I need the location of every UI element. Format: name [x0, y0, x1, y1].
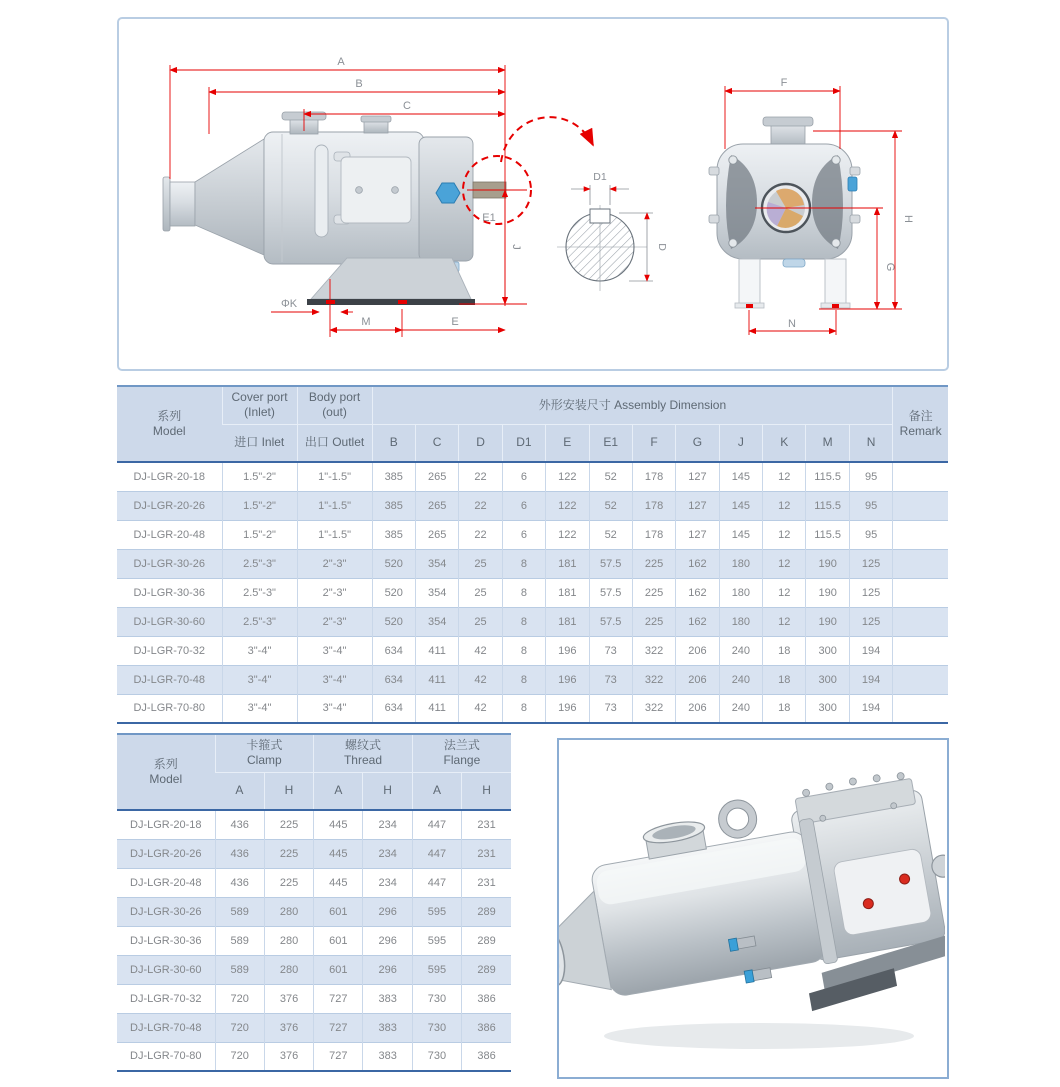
table-row [117, 897, 511, 926]
dimension-cell: 206 [676, 665, 719, 694]
pump-front-view [709, 117, 860, 308]
dimension-cell: 322 [632, 636, 675, 665]
product-photo-panel [557, 738, 949, 1079]
inlet-cell: 3"-4" [222, 665, 297, 694]
table-row [117, 1013, 511, 1042]
sub-col-header: H [363, 772, 412, 810]
table-row [117, 607, 948, 636]
dimension-cell: 206 [676, 694, 719, 723]
dimension-cell: 162 [676, 607, 719, 636]
dimension-cell: 194 [849, 636, 893, 665]
model-cell: DJ-LGR-30-60 [130, 963, 202, 976]
dim-col-header: D1 [502, 424, 545, 462]
dimension-cell: 115.5 [806, 520, 849, 549]
table-row [117, 839, 511, 868]
value-cell: 720 [215, 1013, 264, 1042]
inlet-cell: 2.5"-3" [222, 549, 297, 578]
dimension-cell: 190 [806, 549, 849, 578]
dim-label-f: F [780, 77, 788, 89]
value-cell: 376 [264, 1013, 313, 1042]
dim-label-b: B [355, 78, 363, 90]
dimension-cell: 73 [589, 636, 632, 665]
group-label-zh: 法兰式 [443, 738, 480, 753]
dimension-cell: 122 [546, 462, 589, 491]
dim-label-e: E [451, 316, 459, 328]
dimension-cell: 634 [372, 665, 415, 694]
dimension-cell: 411 [415, 694, 458, 723]
remark-cell [893, 578, 948, 607]
value-cell: 383 [363, 1042, 412, 1071]
dimension-cell: 385 [372, 520, 415, 549]
connection-group-header [412, 734, 511, 772]
dimension-cell: 18 [763, 694, 806, 723]
dimension-cell: 300 [806, 665, 849, 694]
model-cell: DJ-LGR-70-48 [133, 673, 206, 686]
dimension-cell: 73 [589, 665, 632, 694]
dim-col-header: C [415, 424, 458, 462]
dimension-cell: 206 [676, 636, 719, 665]
value-cell: 280 [264, 897, 313, 926]
dimension-cell: 42 [459, 694, 502, 723]
model-cell: DJ-LGR-70-80 [130, 1050, 202, 1063]
dimension-cell: 8 [502, 578, 545, 607]
outlet-cell: 2"-3" [297, 578, 372, 607]
inlet-cell: 2.5"-3" [222, 578, 297, 607]
dimension-cell: 240 [719, 636, 762, 665]
table-row [117, 984, 511, 1013]
table-row [117, 636, 948, 665]
dimension-cell: 42 [459, 636, 502, 665]
table-row [117, 810, 511, 839]
value-cell: 589 [215, 897, 264, 926]
dimension-cell: 225 [632, 607, 675, 636]
dimension-cell: 178 [632, 520, 675, 549]
group-label-en: Flange [443, 753, 481, 768]
dimension-cell: 354 [415, 578, 458, 607]
value-cell: 386 [462, 1013, 511, 1042]
table-row [117, 1042, 511, 1071]
value-cell: 447 [412, 839, 461, 868]
sub-col-header: A [314, 772, 363, 810]
table-row [117, 926, 511, 955]
dimension-cell: 95 [849, 462, 893, 491]
value-cell: 730 [412, 1042, 461, 1071]
assembly-table-header [117, 386, 948, 462]
dimension-cell: 634 [372, 636, 415, 665]
dimension-cell: 225 [632, 578, 675, 607]
dimension-cell: 18 [763, 665, 806, 694]
dimension-cell: 240 [719, 665, 762, 694]
model-cell: DJ-LGR-30-36 [133, 586, 206, 599]
inlet-subheader: 进口 Inlet [222, 424, 297, 462]
dimension-cell: 57.5 [589, 578, 632, 607]
dimension-cell: 178 [632, 462, 675, 491]
value-cell: 386 [462, 1042, 511, 1071]
dimension-cell: 190 [806, 578, 849, 607]
connection-table-header [117, 734, 511, 810]
dimension-cell: 127 [676, 520, 719, 549]
dimension-cell: 162 [676, 578, 719, 607]
outlet-cell: 1"-1.5" [297, 491, 372, 520]
dim-label-m: M [361, 316, 371, 328]
value-cell: 436 [215, 839, 264, 868]
sub-col-header: A [412, 772, 461, 810]
dim-col-header: E1 [589, 424, 632, 462]
dimension-cell: 411 [415, 636, 458, 665]
dimension-cell: 125 [849, 607, 893, 636]
value-cell: 436 [215, 868, 264, 897]
dimension-cell: 57.5 [589, 607, 632, 636]
remark-column-header: 备注 Remark [893, 386, 948, 462]
value-cell: 727 [314, 984, 363, 1013]
table-row [117, 578, 948, 607]
dimension-cell: 6 [502, 462, 545, 491]
dimension-cell: 520 [372, 607, 415, 636]
dim-col-header: B [372, 424, 415, 462]
model-column-header: 系列 Model [117, 734, 215, 810]
dimension-cell: 162 [676, 549, 719, 578]
twin-screw-pump-photo [559, 740, 945, 1075]
dimension-cell: 73 [589, 694, 632, 723]
value-cell: 289 [462, 926, 511, 955]
dim-label-a: A [337, 56, 345, 68]
outlet-cell: 3"-4" [297, 665, 372, 694]
value-cell: 289 [462, 955, 511, 984]
remark-cell [893, 694, 948, 723]
sub-col-header: H [264, 772, 313, 810]
value-cell: 589 [215, 955, 264, 984]
table-row [117, 549, 948, 578]
dimension-cell: 115.5 [806, 462, 849, 491]
value-cell: 296 [363, 897, 412, 926]
connection-groups-row [117, 734, 511, 772]
dimension-cell: 520 [372, 549, 415, 578]
dimension-cell: 8 [502, 549, 545, 578]
remark-cell [893, 520, 948, 549]
cover-port-header: Cover port (Inlet) [222, 386, 297, 424]
dimension-cell: 95 [849, 491, 893, 520]
model-cell: DJ-LGR-70-32 [133, 644, 206, 657]
outlet-cell: 3"-4" [297, 694, 372, 723]
dim-label-k: ΦK [280, 298, 298, 310]
dimension-cell: 25 [459, 607, 502, 636]
dimension-cell: 181 [546, 607, 589, 636]
dimension-cell: 385 [372, 491, 415, 520]
remark-cell [893, 636, 948, 665]
outlet-cell: 3"-4" [297, 636, 372, 665]
dimension-cell: 57.5 [589, 549, 632, 578]
model-cell: DJ-LGR-20-48 [130, 876, 202, 889]
connection-table-body [117, 810, 511, 1071]
dimension-cell: 265 [415, 520, 458, 549]
dimension-cell: 52 [589, 462, 632, 491]
dimension-cell: 322 [632, 665, 675, 694]
dim-col-header: G [676, 424, 719, 462]
dim-label-n: N [788, 318, 796, 330]
dimension-cell: 8 [502, 665, 545, 694]
value-cell: 231 [462, 868, 511, 897]
dimension-cell: 22 [459, 491, 502, 520]
table-row [117, 491, 948, 520]
inlet-cell: 1.5"-2" [222, 491, 297, 520]
table-row [117, 694, 948, 723]
value-cell: 383 [363, 984, 412, 1013]
dim-col-header: K [763, 424, 806, 462]
dim-label-c: C [403, 100, 411, 112]
dimension-cell: 194 [849, 694, 893, 723]
value-cell: 447 [412, 810, 461, 839]
outlet-cell: 2"-3" [297, 607, 372, 636]
outlet-cell: 1"-1.5" [297, 520, 372, 549]
dimension-cell: 42 [459, 665, 502, 694]
connection-type-table [117, 733, 511, 1072]
value-cell: 234 [363, 810, 412, 839]
dimension-cell: 240 [719, 694, 762, 723]
dimension-cell: 194 [849, 665, 893, 694]
value-cell: 296 [363, 955, 412, 984]
sub-col-header: A [215, 772, 264, 810]
model-cell: DJ-LGR-30-26 [130, 905, 202, 918]
outlet-cell: 1"-1.5" [297, 462, 372, 491]
dimension-cell: 22 [459, 462, 502, 491]
value-cell: 225 [264, 839, 313, 868]
value-cell: 589 [215, 926, 264, 955]
dimension-cell: 122 [546, 491, 589, 520]
dimension-cell: 634 [372, 694, 415, 723]
dimension-cell: 265 [415, 462, 458, 491]
model-cell: DJ-LGR-30-36 [130, 934, 202, 947]
dimension-cell: 12 [763, 462, 806, 491]
dimension-cell: 12 [763, 607, 806, 636]
remark-cell [893, 665, 948, 694]
dimension-cell: 22 [459, 520, 502, 549]
value-cell: 225 [264, 810, 313, 839]
value-cell: 595 [412, 897, 461, 926]
dimension-cell: 25 [459, 549, 502, 578]
dimension-cell: 6 [502, 520, 545, 549]
dimension-cell: 115.5 [806, 491, 849, 520]
value-cell: 447 [412, 868, 461, 897]
dimension-cell: 520 [372, 578, 415, 607]
value-cell: 595 [412, 955, 461, 984]
inlet-cell: 1.5"-2" [222, 520, 297, 549]
dimension-cell: 354 [415, 607, 458, 636]
dim-label-d1: D1 [593, 171, 607, 183]
dim-label-e1: E1 [482, 212, 496, 224]
technical-drawing-panel [117, 17, 949, 371]
model-cell: DJ-LGR-70-48 [130, 1021, 202, 1034]
dim-col-header: N [849, 424, 893, 462]
sub-col-header: H [462, 772, 511, 810]
group-label-zh: 卡箍式 [246, 738, 283, 753]
table-row [117, 462, 948, 491]
dimension-cell: 12 [763, 549, 806, 578]
model-cell: DJ-LGR-20-26 [130, 847, 202, 860]
dim-label-d: D [656, 243, 668, 251]
dimension-cell: 8 [502, 607, 545, 636]
dimension-cell: 127 [676, 462, 719, 491]
dimension-cell: 127 [676, 491, 719, 520]
value-cell: 601 [314, 926, 363, 955]
model-cell: DJ-LGR-70-80 [133, 702, 206, 715]
dimension-cell: 8 [502, 636, 545, 665]
value-cell: 280 [264, 955, 313, 984]
value-cell: 383 [363, 1013, 412, 1042]
dim-label-h: H [902, 215, 914, 223]
dimension-cell: 180 [719, 549, 762, 578]
model-column-header: 系列 Model [117, 386, 222, 462]
remark-cell [893, 462, 948, 491]
dimension-cell: 122 [546, 520, 589, 549]
dimension-cell: 6 [502, 491, 545, 520]
dim-col-header: D [459, 424, 502, 462]
dimension-cell: 12 [763, 491, 806, 520]
outlet-cell: 2"-3" [297, 549, 372, 578]
remark-cell [893, 491, 948, 520]
dimension-cell: 52 [589, 520, 632, 549]
value-cell: 601 [314, 897, 363, 926]
dimension-cell: 300 [806, 636, 849, 665]
red-dashed-callout [463, 117, 593, 224]
group-label-zh: 螺纹式 [344, 738, 381, 753]
dimension-cell: 385 [372, 462, 415, 491]
value-cell: 445 [314, 868, 363, 897]
value-cell: 595 [412, 926, 461, 955]
dimension-cell: 196 [546, 694, 589, 723]
model-cell: DJ-LGR-20-18 [130, 818, 202, 831]
pump-side-view [163, 112, 506, 305]
dimension-cell: 180 [719, 607, 762, 636]
dimension-cell: 145 [719, 462, 762, 491]
value-cell: 289 [462, 897, 511, 926]
dim-col-header: M [806, 424, 849, 462]
dimension-cell: 181 [546, 578, 589, 607]
dimension-cell: 178 [632, 491, 675, 520]
remark-cell [893, 549, 948, 578]
value-cell: 376 [264, 1042, 313, 1071]
dimension-cell: 265 [415, 491, 458, 520]
value-cell: 234 [363, 868, 412, 897]
dimension-cell: 354 [415, 549, 458, 578]
dimension-cell: 95 [849, 520, 893, 549]
dimension-cell: 225 [632, 549, 675, 578]
value-cell: 436 [215, 810, 264, 839]
model-cell: DJ-LGR-20-18 [133, 470, 206, 483]
value-cell: 386 [462, 984, 511, 1013]
assembly-dimension-table [117, 385, 948, 724]
inlet-cell: 1.5"-2" [222, 462, 297, 491]
value-cell: 727 [314, 1042, 363, 1071]
value-cell: 280 [264, 926, 313, 955]
connection-group-header [215, 734, 314, 772]
dimension-cell: 411 [415, 665, 458, 694]
dimension-cell: 8 [502, 694, 545, 723]
dimension-cell: 125 [849, 549, 893, 578]
dimension-cell: 12 [763, 520, 806, 549]
inlet-cell: 3"-4" [222, 636, 297, 665]
dimension-cell: 18 [763, 636, 806, 665]
table-row [117, 868, 511, 897]
value-cell: 445 [314, 810, 363, 839]
value-cell: 376 [264, 984, 313, 1013]
value-cell: 225 [264, 868, 313, 897]
value-cell: 231 [462, 810, 511, 839]
body-port-header: Body port (out) [297, 386, 372, 424]
dim-col-header: F [632, 424, 675, 462]
value-cell: 720 [215, 984, 264, 1013]
remark-cell [893, 607, 948, 636]
connection-group-header [314, 734, 413, 772]
dimension-table-body [117, 462, 948, 723]
table-row [117, 520, 948, 549]
dimension-cell: 196 [546, 665, 589, 694]
pump-dimension-diagram [119, 19, 947, 369]
dimension-cell: 181 [546, 549, 589, 578]
shaft-detail-view [557, 171, 668, 291]
table-row [117, 955, 511, 984]
dimension-cell: 322 [632, 694, 675, 723]
group-label-en: Clamp [247, 753, 282, 768]
value-cell: 727 [314, 1013, 363, 1042]
dimension-cell: 190 [806, 607, 849, 636]
value-cell: 234 [363, 839, 412, 868]
dim-label-g: G [884, 262, 896, 272]
dimension-cell: 52 [589, 491, 632, 520]
dimension-cell: 145 [719, 491, 762, 520]
dimension-cell: 25 [459, 578, 502, 607]
assembly-dimension-header: 外形安装尺寸 Assembly Dimension [372, 386, 893, 424]
model-cell: DJ-LGR-30-60 [133, 615, 206, 628]
model-cell: DJ-LGR-30-26 [133, 557, 206, 570]
model-cell: DJ-LGR-70-32 [130, 992, 202, 1005]
outlet-subheader: 出口 Outlet [297, 424, 372, 462]
dimension-cell: 300 [806, 694, 849, 723]
value-cell: 445 [314, 839, 363, 868]
dim-col-header: J [719, 424, 762, 462]
value-cell: 296 [363, 926, 412, 955]
model-cell: DJ-LGR-20-26 [133, 499, 206, 512]
value-cell: 601 [314, 955, 363, 984]
value-cell: 730 [412, 1013, 461, 1042]
value-cell: 720 [215, 1042, 264, 1071]
inlet-cell: 2.5"-3" [222, 607, 297, 636]
table-row [117, 665, 948, 694]
inlet-cell: 3"-4" [222, 694, 297, 723]
dim-letters-row [117, 424, 948, 462]
value-cell: 231 [462, 839, 511, 868]
dim-col-header: E [546, 424, 589, 462]
dimension-cell: 180 [719, 578, 762, 607]
dimension-cell: 12 [763, 578, 806, 607]
model-cell: DJ-LGR-20-48 [133, 528, 206, 541]
dimension-cell: 196 [546, 636, 589, 665]
dimension-cell: 125 [849, 578, 893, 607]
dimension-cell: 145 [719, 520, 762, 549]
dim-label-j: J [510, 244, 522, 250]
group-label-en: Thread [343, 753, 382, 768]
value-cell: 730 [412, 984, 461, 1013]
